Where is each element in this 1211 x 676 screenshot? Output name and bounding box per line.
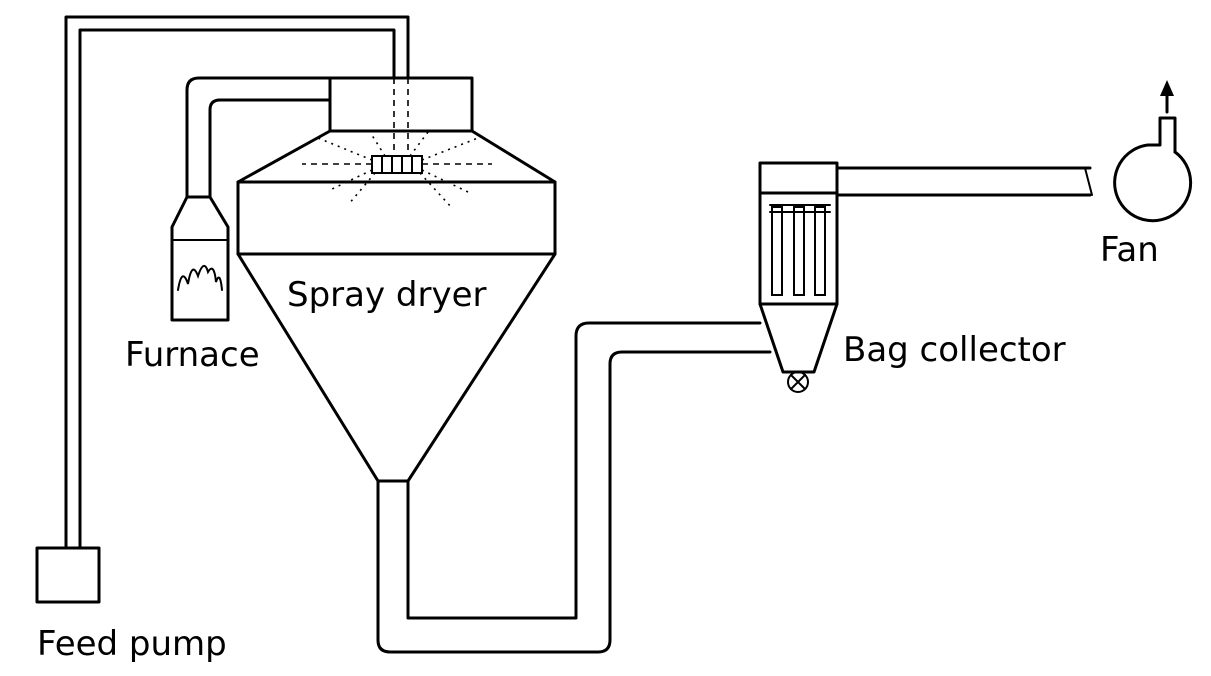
hot-air-duct bbox=[187, 78, 330, 197]
filter-bag bbox=[815, 207, 825, 295]
fan bbox=[1085, 80, 1191, 221]
feed-pump bbox=[37, 548, 99, 602]
filter-bag bbox=[772, 207, 782, 295]
product-duct bbox=[378, 323, 770, 652]
exhaust-duct bbox=[837, 168, 1090, 195]
feed-pump-label: Feed pump bbox=[37, 624, 227, 664]
furnace-label: Furnace bbox=[125, 335, 260, 375]
spray-dryer-label: Spray dryer bbox=[287, 275, 487, 315]
flame-icon bbox=[178, 266, 222, 290]
exhaust-arrow-icon bbox=[1160, 80, 1174, 96]
fan-label: Fan bbox=[1100, 230, 1159, 270]
bag-collector-label: Bag collector bbox=[843, 330, 1066, 370]
filter-bag bbox=[794, 207, 804, 295]
dryer-air-disperser bbox=[330, 78, 472, 131]
atomizer bbox=[372, 156, 422, 173]
furnace bbox=[172, 197, 228, 320]
bag-collector bbox=[760, 163, 837, 392]
